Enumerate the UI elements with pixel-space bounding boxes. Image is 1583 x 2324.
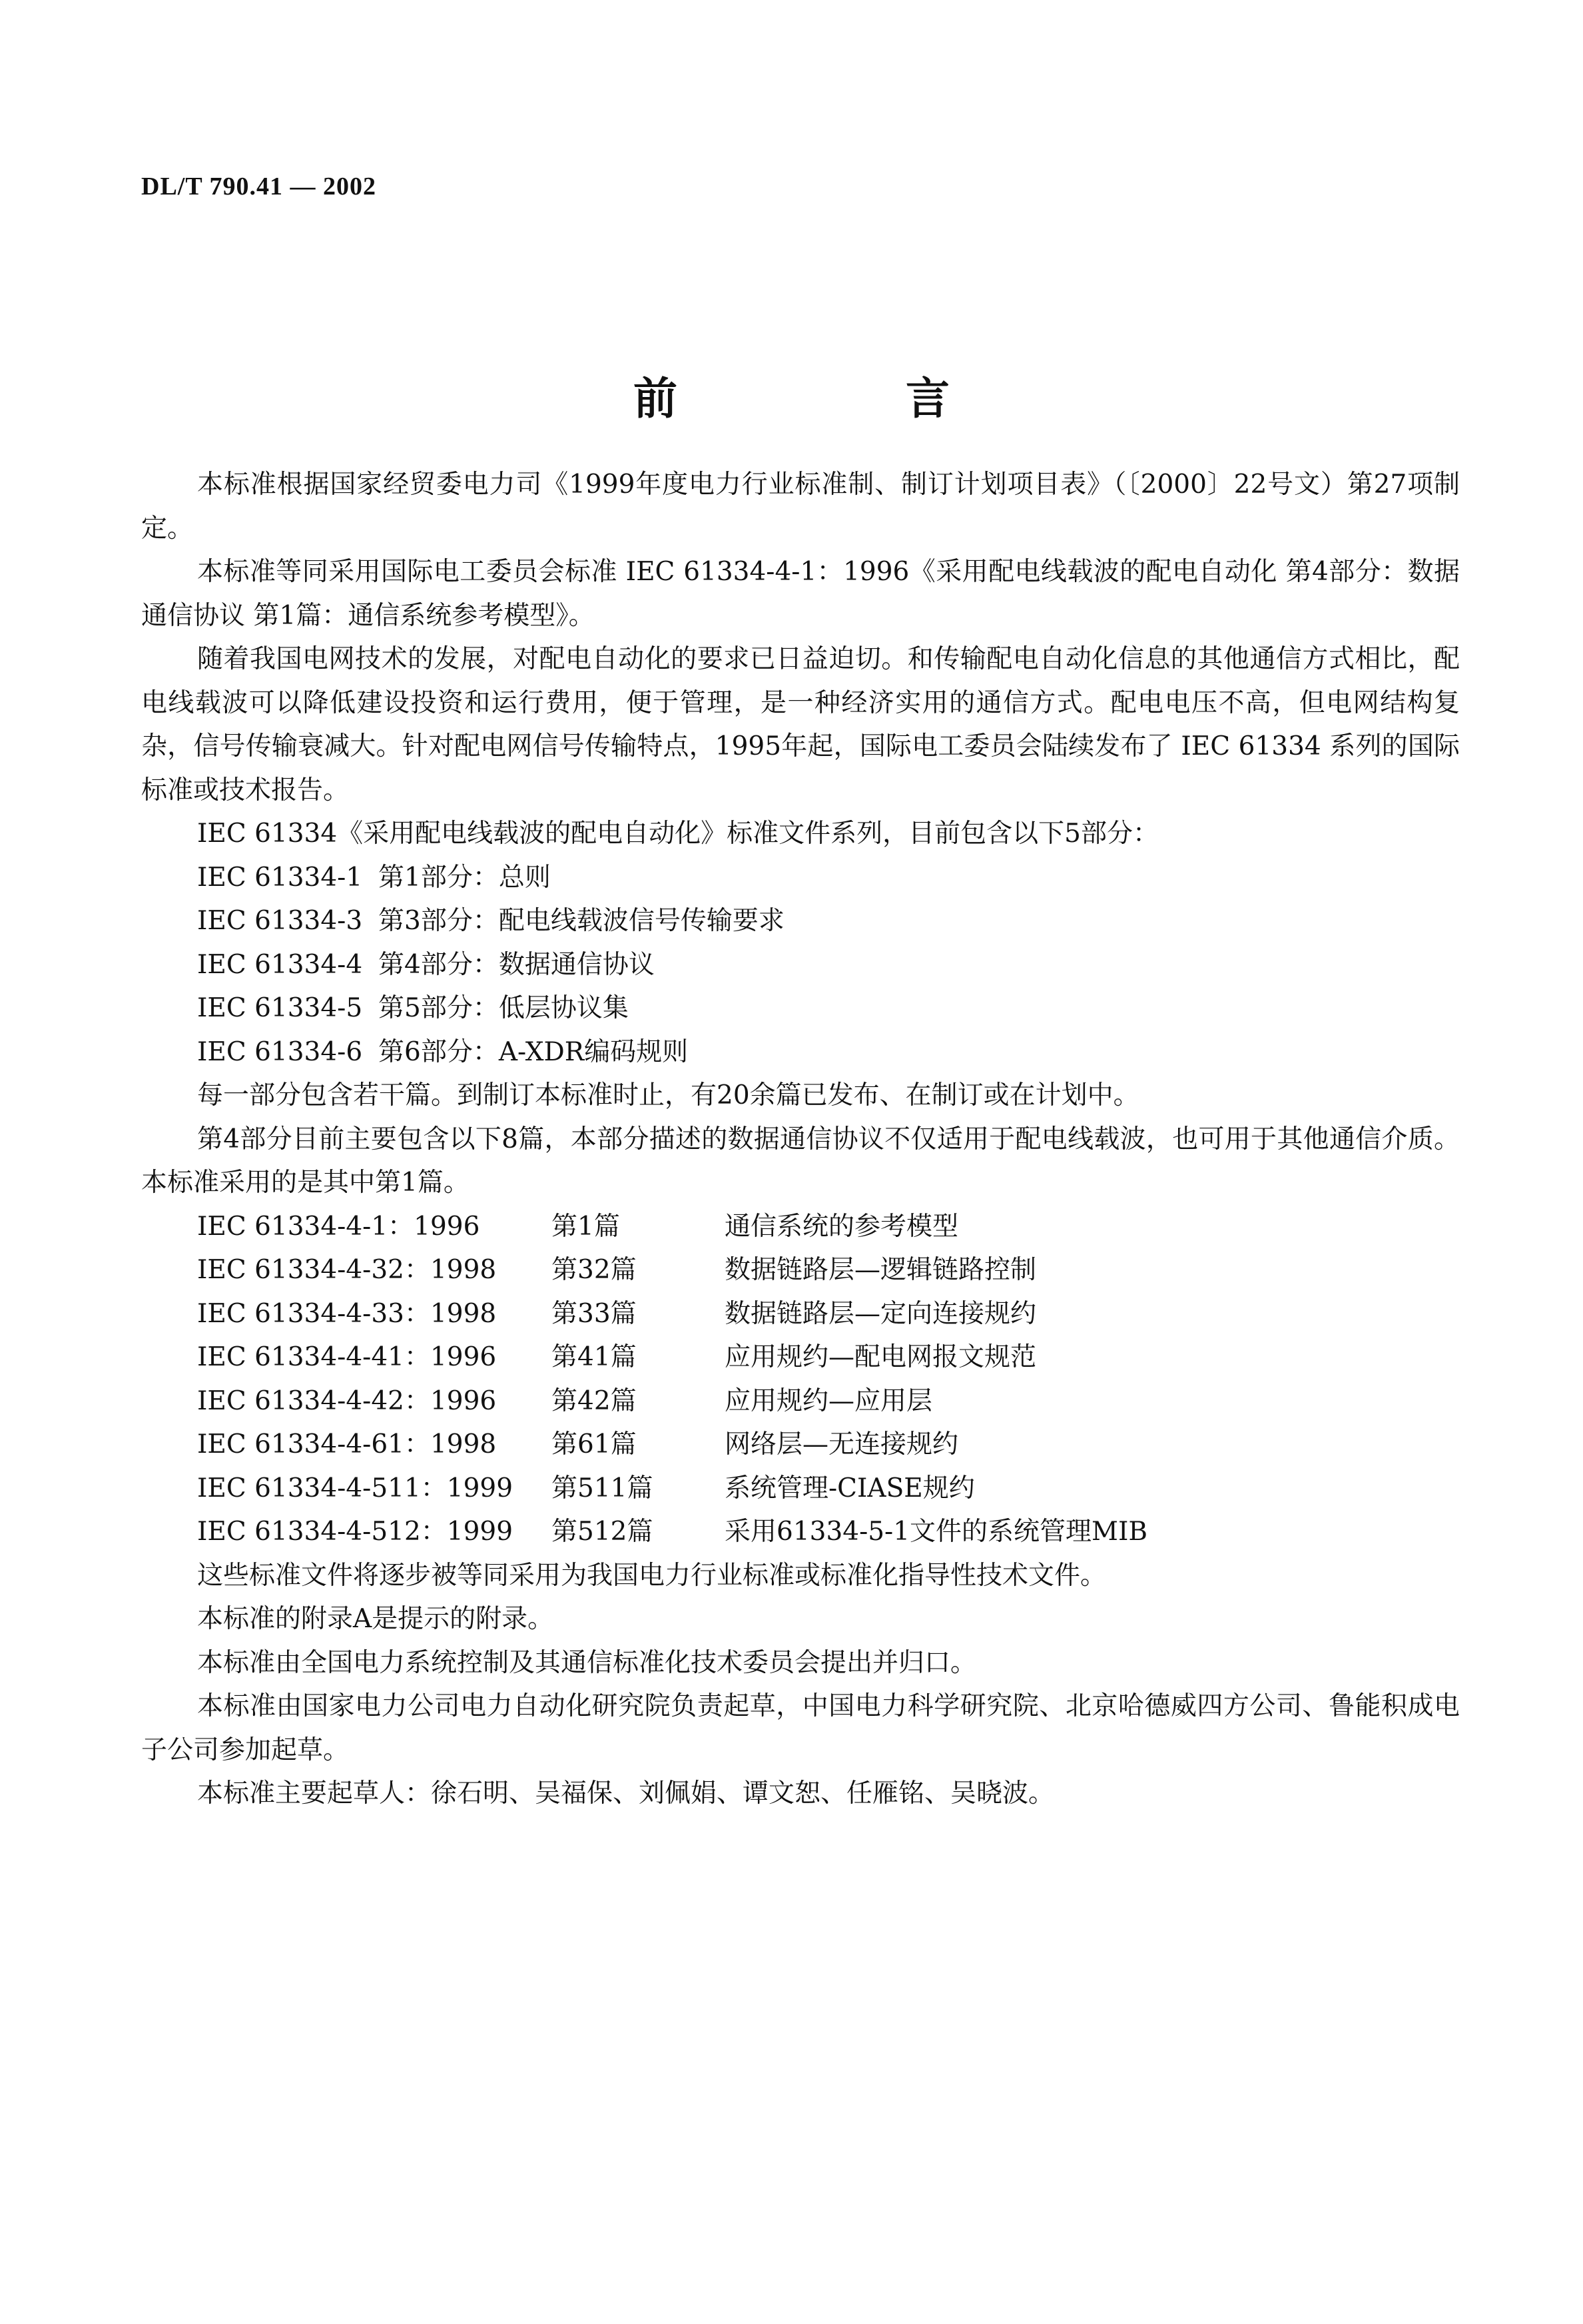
list-item (141, 1205, 1460, 1249)
document-body (141, 463, 1460, 1816)
list-item (141, 986, 1460, 1030)
list-item (141, 943, 1460, 987)
part-desc: 第3部分：配电线载波信号传输要求 (378, 906, 785, 936)
list-item (141, 1423, 1460, 1467)
article-title: 应用规约—应用层 (725, 1385, 933, 1416)
paragraph: 随着我国电网技术的发展，对配电自动化的要求已日益迫切。和传输配电自动化信息的其他通信方式相比，配电线载波可以降低建设投资和运行费用，便于管理，是一种经济实用的通信方式。配电电压不高，但电网结构复杂，信号传输衰减大。针对配电网信号传输特点，1995年起，国际电工委员会陆续发布了 IEC 61334 系列的国际标准或技术报告。 (141, 644, 1460, 805)
part-code: IEC 61334-4 (197, 949, 363, 980)
list-item (141, 856, 1460, 900)
list-item (141, 1510, 1460, 1554)
document-code: DL/T 790.41 — 2002 (141, 173, 377, 200)
article-code: IEC 61334-4-32：1998 (197, 1255, 497, 1285)
article-title: 网络层—无连接规约 (725, 1429, 959, 1459)
article-code: IEC 61334-4-512：1999 (197, 1517, 513, 1547)
article-title: 通信系统的参考模型 (725, 1211, 959, 1242)
list-item (141, 1248, 1460, 1292)
article-code: IEC 61334-4-61：1998 (197, 1429, 497, 1459)
list-item (141, 899, 1460, 943)
part-code: IEC 61334-6 (197, 1036, 363, 1067)
part-code: IEC 61334-5 (197, 993, 363, 1023)
list-item (141, 1336, 1460, 1379)
part-code: IEC 61334-1 (197, 862, 363, 893)
article-number: 第42篇 (551, 1385, 637, 1416)
article-code: IEC 61334-4-1：1996 (197, 1211, 480, 1242)
paragraph: IEC 61334《采用配电线载波的配电自动化》标准文件系列，目前包含以下5部分： (197, 819, 1159, 849)
paragraph: 本标准主要起草人：徐石明、吴福保、刘佩娟、谭文恕、任雁铭、吴晓波。 (197, 1778, 1055, 1808)
paragraph: 本标准根据国家经贸委电力司《1999年度电力行业标准制、制订计划项目表》（〔2000〕22号文）第27项制定。 (141, 470, 1460, 544)
article-title: 应用规约—配电网报文规范 (725, 1342, 1037, 1372)
part-code: IEC 61334-3 (197, 906, 363, 936)
article-number: 第41篇 (551, 1342, 637, 1372)
article-number: 第511篇 (551, 1473, 653, 1503)
article-title: 数据链路层—定向连接规约 (725, 1298, 1037, 1329)
paragraph: 本标准由国家电力公司电力自动化研究院负责起草，中国电力科学研究院、北京哈德威四方公司、鲁能积成电子公司参加起草。 (141, 1691, 1460, 1765)
article-number: 第1篇 (551, 1211, 620, 1242)
page-title: 前 言 (633, 373, 1056, 424)
article-title: 数据链路层—逻辑链路控制 (725, 1255, 1037, 1285)
paragraph: 本标准由全国电力系统控制及其通信标准化技术委员会提出并归口。 (197, 1647, 977, 1678)
part-desc: 第5部分：低层协议集 (378, 993, 629, 1023)
part-desc: 第4部分：数据通信协议 (378, 949, 655, 980)
part-desc: 第6部分：A-XDR编码规则 (378, 1036, 689, 1067)
list-item (141, 1030, 1460, 1074)
list-item (141, 1467, 1460, 1511)
paragraph: 第4部分目前主要包含以下8篇，本部分描述的数据通信协议不仅适用于配电线载波，也可用于其他通信介质。本标准采用的是其中第1篇。 (141, 1124, 1460, 1198)
article-number: 第512篇 (551, 1517, 653, 1547)
paragraph: 本标准等同采用国际电工委员会标准 IEC 61334-4-1：1996《采用配电线载波的配电自动化 第4部分：数据通信协议 第1篇：通信系统参考模型》。 (141, 557, 1460, 631)
article-number: 第61篇 (551, 1429, 637, 1459)
list-item (141, 1379, 1460, 1423)
list-item (141, 1292, 1460, 1336)
article-number: 第32篇 (551, 1255, 637, 1285)
paragraph: 每一部分包含若干篇。到制订本标准时止，有20余篇已发布、在制订或在计划中。 (197, 1080, 1139, 1110)
article-code: IEC 61334-4-511：1999 (197, 1473, 513, 1503)
paragraph: 本标准的附录A是提示的附录。 (197, 1604, 554, 1634)
article-number: 第33篇 (551, 1298, 637, 1329)
article-code: IEC 61334-4-33：1998 (197, 1298, 497, 1329)
article-title: 系统管理-CIASE规约 (725, 1473, 975, 1503)
paragraph: 这些标准文件将逐步被等同采用为我国电力行业标准或标准化指导性技术文件。 (197, 1560, 1107, 1591)
articles-list (141, 1205, 1460, 1554)
part-desc: 第1部分：总则 (378, 862, 551, 893)
article-code: IEC 61334-4-41：1996 (197, 1342, 497, 1372)
article-code: IEC 61334-4-42：1996 (197, 1385, 497, 1416)
parts-list (141, 856, 1460, 1074)
article-title: 采用61334-5-1文件的系统管理MIB (725, 1517, 1148, 1547)
